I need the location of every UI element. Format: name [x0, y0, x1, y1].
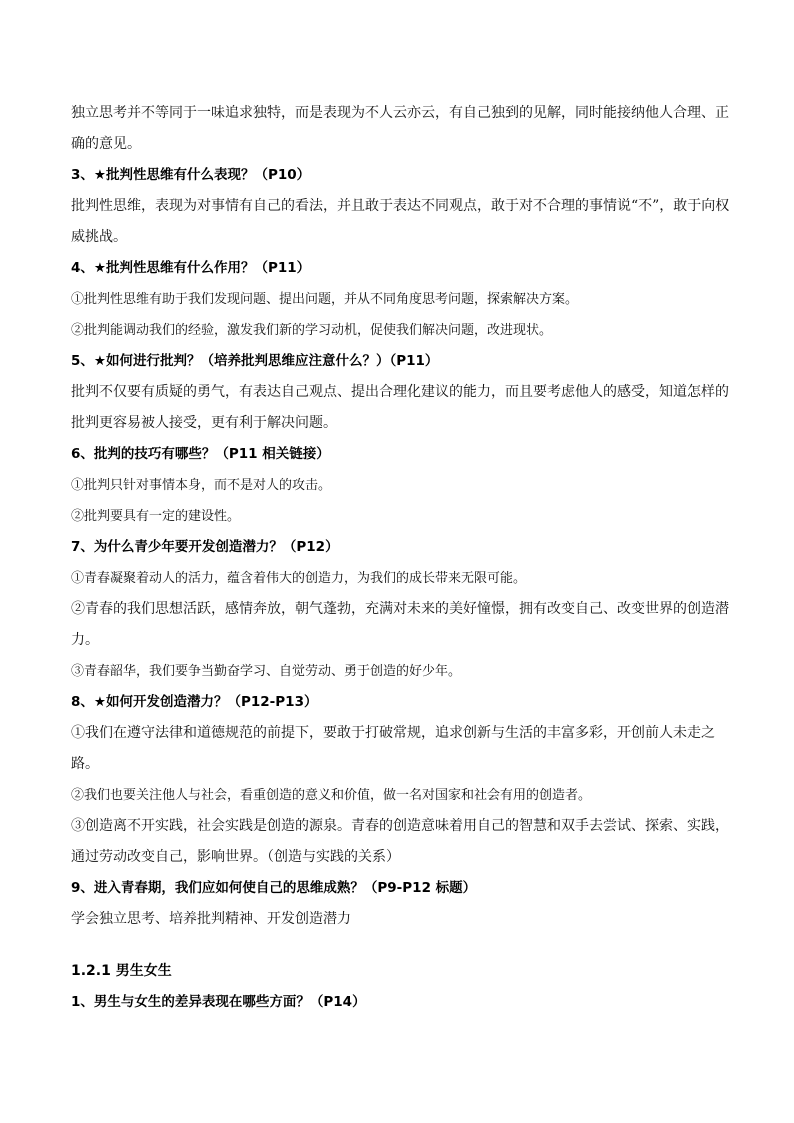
answer-item-4-2: ②批判能调动我们的经验，激发我们新的学习动机，促使我们解决问题，改进现状。: [71, 323, 553, 338]
answer-paragraph-5: 批判不仅要有质疑的勇气，有表达自己观点、提出合理化建议的能力，而且要考虑他人的感受，知道怎样的批判更容易被人接受，更有利于解决问题。: [71, 384, 729, 431]
answer-item-7-3: ③青春韶华，我们要争当勤奋学习、自觉劳动、勇于创造的好少年。: [71, 664, 462, 679]
answer-paragraph-9: 学会独立思考、培养批判精神、开发创造潜力: [71, 911, 351, 927]
answer-item-8-2: ②我们也要关注他人与社会，看重创造的意义和价值，做一名对国家和社会有用的创造者。: [71, 788, 592, 803]
document-body: [71, 98, 731, 1018]
question-heading-6: 6、批判的技巧有哪些？（P11 相关链接）: [71, 446, 330, 462]
answer-item-7-2: ②青春的我们思想活跃，感情奔放，朝气蓬勃，充满对未来的美好憧憬，拥有改变自己、改变世界的创造潜力。: [71, 601, 729, 648]
paragraph-independent-thinking: 独立思考并不等同于一味追求独特，而是表现为不人云亦云，有自己独到的见解，同时能接纳他人合理、正确的意见。: [71, 105, 729, 152]
answer-item-6-1: ①批判只针对事情本身，而不是对人的攻击。: [71, 478, 332, 493]
answer-item-6-2: ②批判要具有一定的建设性。: [71, 509, 241, 524]
answer-item-8-3: ③创造离不开实践，社会实践是创造的源泉。青春的创造意味着用自己的智慧和双手去尝试、探索、实践，通过劳动改变自己，影响世界。（创造与实践的关系）: [71, 818, 729, 865]
question-heading-5: 5、★如何进行批判？（培养批判思维应注意什么？）（P11）: [71, 353, 439, 369]
section-title: 1.2.1 男生女生: [71, 963, 172, 979]
question-heading-section-1: 1、男生与女生的差异表现在哪些方面？（P14）: [71, 994, 366, 1010]
answer-paragraph-3: 批判性思维，表现为对事情有自己的看法，并且敢于表达不同观点，敢于对不合理的事情说“不”，敢于向权威挑战。: [71, 198, 730, 245]
answer-item-8-1: ①我们在遵守法律和道德规范的前提下，要敢于打破常规，追求创新与生活的丰富多彩，开创前人未走之路。: [71, 725, 715, 772]
question-heading-7: 7、为什么青少年要开发创造潜力？（P12）: [71, 539, 339, 555]
answer-item-4-1: ①批判性思维有助于我们发现问题、提出问题，并从不同角度思考问题，探索解决方案。: [71, 292, 579, 307]
question-heading-3: 3、★批判性思维有什么表现？（P10）: [71, 167, 311, 183]
question-heading-8: 8、★如何开发创造潜力？（P12-P13）: [71, 694, 318, 710]
answer-item-7-1: ①青春凝聚着动人的活力，蕴含着伟大的创造力，为我们的成长带来无限可能。: [71, 571, 527, 586]
question-heading-4: 4、★批判性思维有什么作用？（P11）: [71, 260, 311, 276]
question-heading-9: 9、进入青春期，我们应如何使自己的思维成熟？（P9-P12 标题）: [71, 880, 477, 896]
